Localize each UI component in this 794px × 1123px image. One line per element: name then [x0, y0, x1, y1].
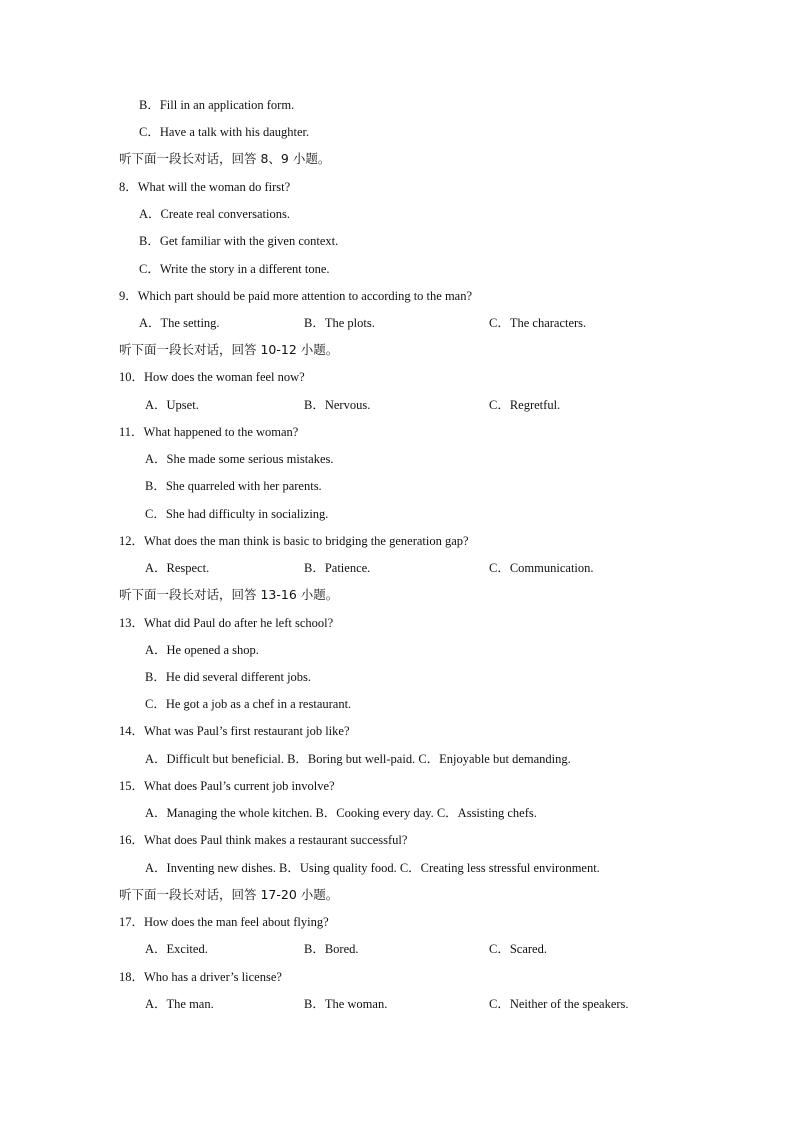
q16-options: A．Inventing new dishes. B．Using quality food. C．Creating less stressful environment. [145, 861, 600, 875]
section-heading-17-20: 听下面一段长对话，回答 17-20 小题。 [119, 887, 339, 902]
q10-option-b: B．Nervous. [304, 398, 371, 412]
q14-options: A．Difficult but beneficial. B．Boring but well-paid. C．Enjoyable but demanding. [145, 752, 571, 766]
q14-question: 14．What was Paul’s first restaurant job like? [119, 724, 350, 738]
q12-option-a: A．Respect. [145, 561, 210, 575]
q7-option-c: C．Have a talk with his daughter. [139, 125, 310, 139]
q8-option-a: A．Create real conversations. [139, 207, 290, 221]
q10-option-a: A．Upset. [145, 398, 199, 412]
q18-question: 18．Who has a driver’s license? [119, 970, 282, 984]
q17-option-a: A．Excited. [145, 942, 208, 956]
q17-question: 17．How does the man feel about flying? [119, 915, 329, 929]
section-heading-10-12: 听下面一段长对话，回答 10-12 小题。 [119, 342, 339, 357]
q15-question: 15．What does Paul’s current job involve? [119, 779, 335, 793]
q13-option-a: A．He opened a shop. [145, 643, 259, 657]
q12-question: 12．What does the man think is basic to bridging the generation gap? [119, 534, 469, 548]
q16-question: 16．What does Paul think makes a restaurant successful? [119, 833, 408, 847]
q10-option-c: C．Regretful. [489, 398, 561, 412]
q9-option-b: B．The plots. [304, 316, 375, 330]
q9-option-a: A．The setting. [139, 316, 220, 330]
q18-option-b: B．The woman. [304, 997, 388, 1011]
q12-option-c: C．Communication. [489, 561, 594, 575]
q17-option-b: B．Bored. [304, 942, 359, 956]
q10-question: 10．How does the woman feel now? [119, 370, 305, 384]
q9-question: 9．Which part should be paid more attention to according to the man? [119, 289, 473, 303]
q11-option-b: B．She quarreled with her parents. [145, 479, 322, 493]
q8-option-b: B．Get familiar with the given context. [139, 234, 339, 248]
q12-option-b: B．Patience. [304, 561, 371, 575]
q17-option-c: C．Scared. [489, 942, 547, 956]
q15-options: A．Managing the whole kitchen. B．Cooking every day. C．Assisting chefs. [145, 806, 537, 820]
section-heading-8-9: 听下面一段长对话，回答 8、9 小题。 [119, 151, 331, 166]
q13-option-c: C．He got a job as a chef in a restaurant. [145, 697, 352, 711]
q7-option-b: B．Fill in an application form. [139, 98, 295, 112]
q13-option-b: B．He did several different jobs. [145, 670, 312, 684]
q8-question: 8．What will the woman do first? [119, 180, 291, 194]
q18-option-c: C．Neither of the speakers. [489, 997, 629, 1011]
q11-option-c: C．She had difficulty in socializing. [145, 507, 329, 521]
q8-option-c: C．Write the story in a different tone. [139, 262, 330, 276]
q13-question: 13．What did Paul do after he left school? [119, 616, 334, 630]
q11-option-a: A．She made some serious mistakes. [145, 452, 334, 466]
section-heading-13-16: 听下面一段长对话，回答 13-16 小题。 [119, 587, 339, 602]
q9-option-c: C．The characters. [489, 316, 587, 330]
q11-question: 11．What happened to the woman? [119, 425, 299, 439]
q18-option-a: A．The man. [145, 997, 214, 1011]
